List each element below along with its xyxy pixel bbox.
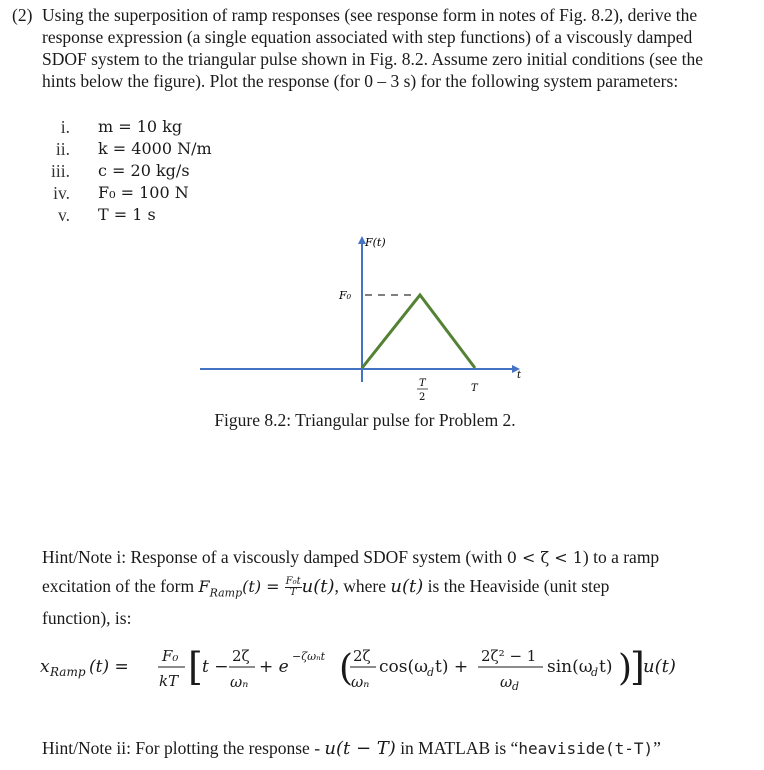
param-eq: c = 20 kg/s: [98, 161, 190, 180]
hint1-line1: [42, 543, 752, 572]
x-axis-label: t: [517, 370, 522, 381]
t-minus: t −: [202, 657, 229, 677]
f-ramp-t: (t) =: [242, 577, 285, 596]
hint1-text-b: ) to a ramp: [582, 547, 660, 567]
hint-note-1: [42, 543, 752, 628]
omega-d-sub: d: [512, 680, 520, 693]
hint-note-2: [42, 738, 661, 759]
lhs-sub: Ramp: [50, 665, 86, 679]
hint1-text-a: Hint/Note i: Response of a viscously damped SDOF system (with: [42, 547, 507, 567]
param-roman: iv.: [53, 183, 70, 203]
frac-bot: T: [289, 587, 297, 599]
exponent: −ζωₙt: [292, 650, 326, 663]
peak-label: F₀: [339, 289, 352, 302]
y-axis-label: F(t): [365, 236, 386, 249]
hint1-text-d: , where: [334, 576, 391, 596]
hint1-line2: [42, 572, 752, 608]
frac-top: F₀t: [285, 576, 301, 588]
tick-end: T: [471, 383, 478, 394]
param-eq: T = 1 s: [98, 205, 156, 224]
sin-t: t): [599, 657, 613, 677]
tick-half-den: 2: [419, 392, 426, 402]
zeta-condition: 0 < ζ < 1: [506, 548, 583, 567]
omega-n-2: ωₙ: [351, 673, 370, 691]
u-of-t-2: u(t): [390, 576, 424, 597]
lhs-t: (t) =: [89, 657, 129, 677]
omega-d: ω: [500, 673, 513, 691]
param-item: [40, 139, 340, 161]
hint2-prefix: Hint/Note ii: For plotting the response -: [42, 738, 325, 758]
param-eq: k = 4000 N/m: [98, 139, 212, 158]
plus-e: + e: [259, 657, 289, 677]
cos: cos(ω: [379, 657, 428, 677]
two-zeta-1: 2ζ: [232, 647, 250, 665]
hint2-mid: in MATLAB is “: [395, 738, 519, 758]
caption-text: Figure 8.2: Triangular pulse for Problem 2.: [214, 410, 516, 430]
hint1-text-c: excitation of the form: [42, 576, 199, 596]
problem-text: Using the superposition of ramp responses (see response form in notes of Fig. 8.2), derive the response expression (a single equation associated with step functions) of a viscously damped SDOF system to the triangular pulse shown in Fig. 8.2. Assume zero initial conditions (see the hints below the figure). Plot the response (for 0 – 3 s) for the following system parameters:: [42, 5, 704, 91]
f-ramp-sub: Ramp: [209, 586, 243, 600]
parameter-list: [40, 117, 340, 227]
num-2: 2ζ² − 1: [481, 647, 537, 665]
omega-n-1: ωₙ: [230, 673, 249, 691]
right-paren: ): [618, 648, 633, 689]
cos-t: t) +: [435, 657, 469, 677]
right-bracket: ]: [630, 645, 645, 689]
param-roman: iii.: [51, 161, 70, 181]
pulse-line: [362, 295, 475, 368]
f0: F₀: [162, 647, 179, 665]
triangular-pulse-figure: [195, 232, 535, 402]
param-roman: ii.: [55, 139, 70, 159]
ramp-fraction: [285, 577, 302, 598]
ramp-response-formula: [40, 636, 740, 696]
param-item: [40, 205, 340, 227]
param-roman: i.: [60, 117, 70, 137]
u-t: u(t): [643, 656, 676, 677]
problem-number: (2): [12, 5, 33, 25]
param-item: [40, 117, 340, 139]
param-item: [40, 183, 340, 205]
hint2-suffix: ”: [653, 738, 661, 758]
hint1-line3: function), is:: [42, 607, 132, 628]
figure-caption: [0, 410, 764, 431]
tick-half-num: T: [419, 378, 426, 389]
problem-statement: [12, 4, 740, 92]
kT: kT: [159, 672, 179, 690]
left-bracket: [: [188, 645, 203, 689]
cos-d-sub: d: [427, 666, 435, 679]
sin-d-sub: d: [591, 666, 599, 679]
param-eq: m = 10 kg: [98, 117, 183, 136]
f-ramp: F: [198, 577, 210, 596]
lhs-x: x: [40, 657, 50, 677]
param-roman: v.: [58, 205, 70, 225]
matlab-code: heaviside(t-T): [518, 739, 654, 758]
left-paren: (: [339, 648, 354, 689]
hint2-expr: u(t − T): [324, 738, 396, 759]
sin: sin(ω: [547, 657, 593, 677]
param-eq: F₀ = 100 N: [98, 183, 189, 202]
u-of-t: u(t): [301, 576, 335, 597]
param-item: [40, 161, 340, 183]
two-zeta-2: 2ζ: [353, 647, 371, 665]
hint1-text-e: is the Heaviside (unit step: [423, 576, 610, 596]
